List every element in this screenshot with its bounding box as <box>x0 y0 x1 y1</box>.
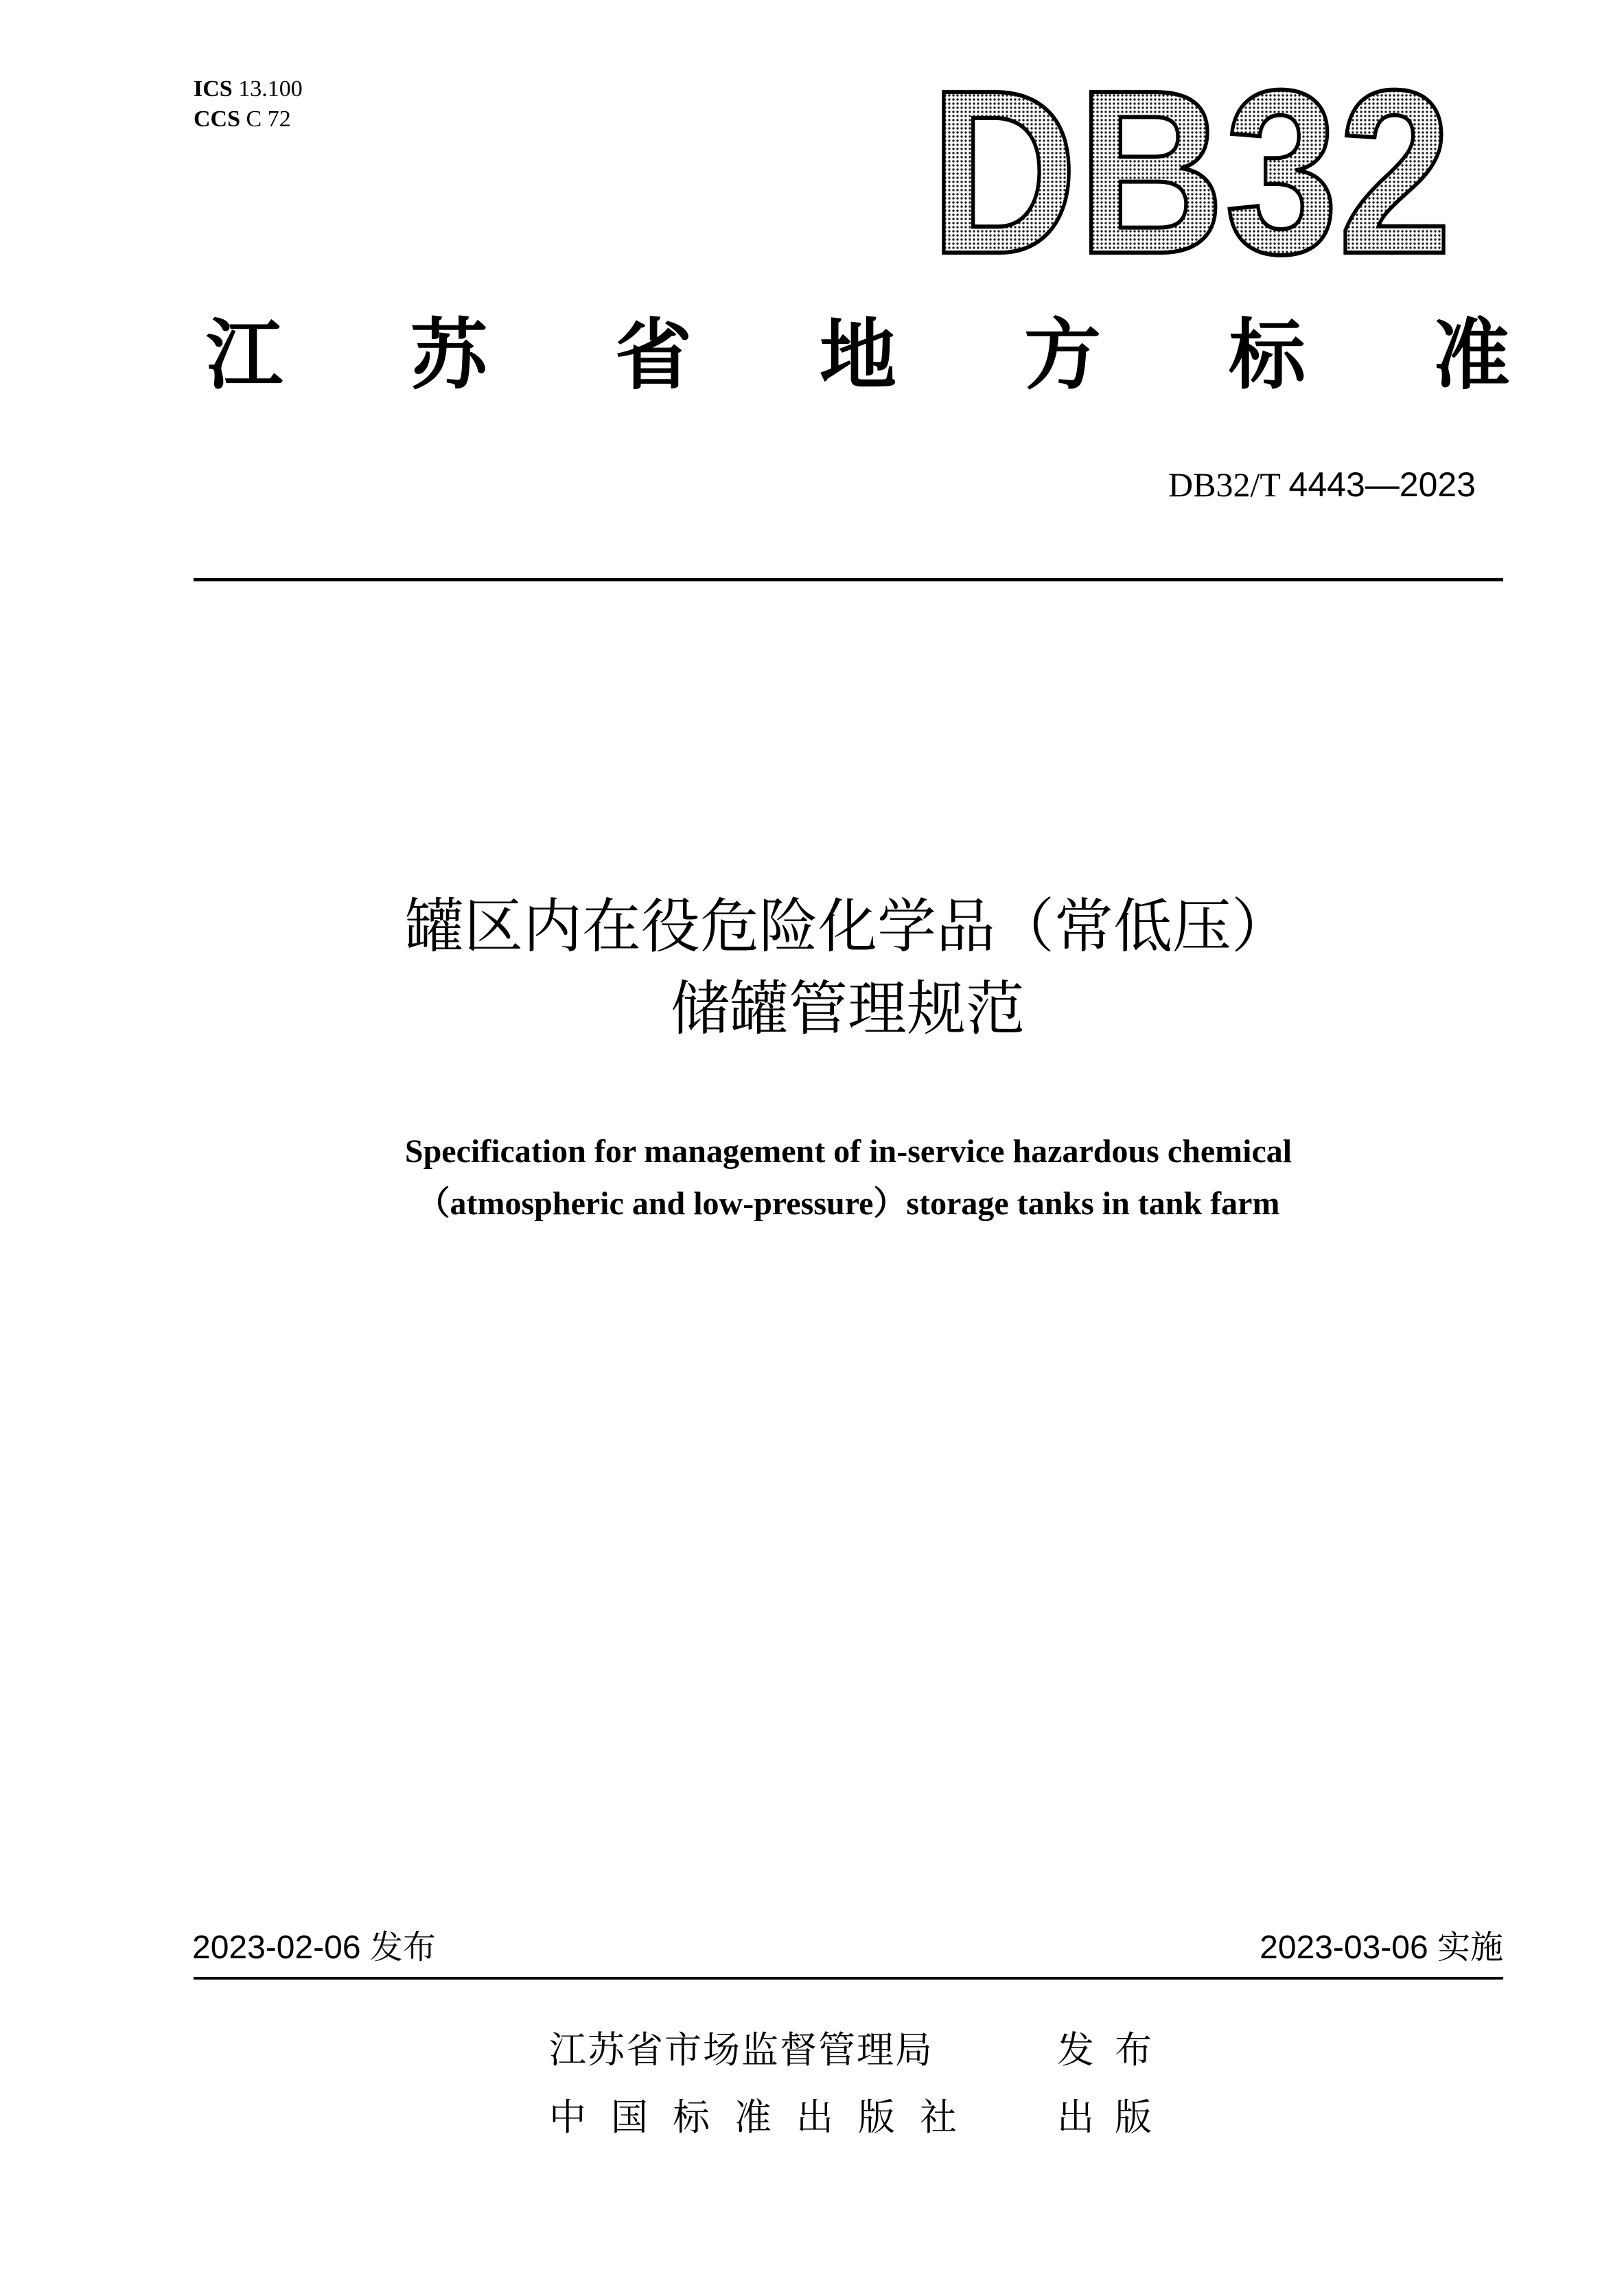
ics-label: ICS <box>194 76 233 102</box>
standard-number-prefix: DB32/T <box>1168 465 1289 504</box>
standard-number <box>1168 464 1476 505</box>
press-name: 中国标准出版社 <box>549 2096 982 2139</box>
title-chinese-line-1: 罐区内在役危险化学品（常低压） <box>405 892 1290 961</box>
ics-value: 13.100 <box>238 76 303 102</box>
db32-logo <box>927 42 1455 303</box>
standard-type-char: 苏 <box>410 310 487 400</box>
title-chinese <box>192 885 1503 1050</box>
classification-codes <box>194 74 303 135</box>
title-english-line-2: （atmospheric and low-pressure）storage tanks in tank farm <box>417 1185 1280 1222</box>
issue-date: 2023-02-06 发布 <box>192 1929 436 1966</box>
standard-number-value: 4443—2023 <box>1288 465 1476 504</box>
title-chinese-line-2: 储罐管理规范 <box>671 975 1025 1043</box>
standard-type-char: 地 <box>820 310 896 400</box>
implementation-date: 2023-03-06 实施 <box>1260 1929 1503 1966</box>
bottom-divider <box>194 1977 1503 1980</box>
ccs-value: C 72 <box>246 106 291 132</box>
ccs-label: CCS <box>194 106 241 132</box>
ics-row <box>194 74 303 104</box>
standard-type-char: 江 <box>206 310 283 400</box>
standard-type-char: 方 <box>1024 310 1101 400</box>
standard-type-title <box>206 308 1510 404</box>
title-english-line-1: Specification for management of in-service hazardous chemical <box>404 1133 1292 1170</box>
issuer-name: 江苏省市场监督管理局 <box>549 2028 933 2072</box>
press-role: 出版 <box>1057 2096 1172 2139</box>
issuer-role: 发布 <box>1057 2028 1172 2072</box>
ccs-row <box>194 104 303 135</box>
standard-type-char: 准 <box>1433 310 1510 400</box>
standard-type-char: 标 <box>1229 310 1306 400</box>
logo-text: DB32 <box>930 42 1452 303</box>
title-english <box>194 1126 1503 1230</box>
top-divider <box>194 578 1503 581</box>
standard-type-char: 省 <box>615 310 692 400</box>
